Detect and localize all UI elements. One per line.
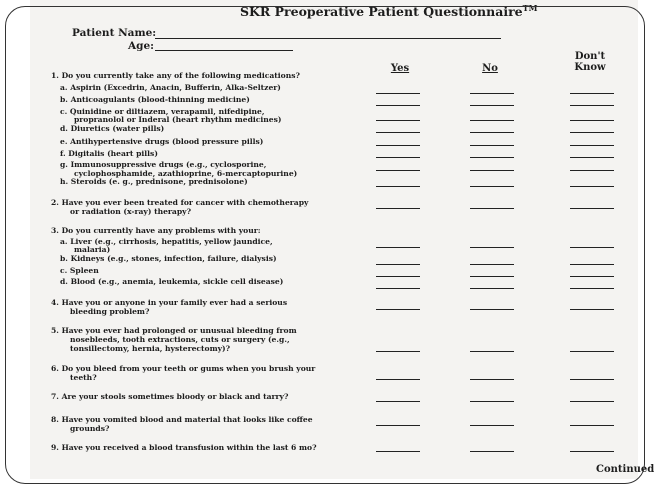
question-1: 1. Do you currently take any of the following medications? <box>51 71 300 80</box>
question-5-cont2: tonsillectomy, hernia, hysterectomy)? <box>70 344 231 353</box>
question-2: 2. Have you ever been treated for cancer with chemotherapy <box>51 198 309 207</box>
question-7: 7. Are your stools sometimes bloody or black and tarry? <box>51 392 289 401</box>
question-3c: c. Spleen <box>60 266 99 275</box>
question-1h: h. Steroids (e. g., prednisone, prednisolone) <box>60 177 248 186</box>
question-6-cont: teeth? <box>70 373 97 382</box>
question-9: 9. Have you received a blood transfusion within the last 6 mo? <box>51 443 317 452</box>
question-1a: a. Aspirin (Excedrin, Anacin, Bufferin, Alka-Seltzer) <box>60 83 281 92</box>
question-3b: b. Kidneys (e.g., stones, infection, failure, dialysis) <box>60 254 277 263</box>
question-1c: c. Quinidine or diltiazem, verapamil, nifedipine, <box>60 107 265 116</box>
question-3a-cont: malaria) <box>74 245 111 254</box>
dont-know-column-header: Don't Know <box>574 51 606 73</box>
question-8-cont: grounds? <box>70 424 110 433</box>
question-4-cont: bleeding problem? <box>70 307 150 316</box>
question-1c-cont: propranolol or Inderal (heart rhythm medicines) <box>74 115 282 124</box>
question-1b: b. Anticoagulants (blood-thinning medicine) <box>60 95 250 104</box>
patient-name-label: Patient Name: <box>72 27 157 39</box>
page-title: SKR Preoperative Patient Questionnaire™ <box>240 3 538 20</box>
question-8: 8. Have you vomited blood and material that looks like coffee <box>51 415 313 424</box>
question-1g-cont: cyclophosphamide, azathioprine, 6-mercaptopurine) <box>74 169 298 178</box>
yes-column-header: Yes <box>390 63 410 74</box>
question-1e: e. Antihypertensive drugs (blood pressure pills) <box>60 137 264 146</box>
question-5: 5. Have you ever had prolonged or unusual bleeding from <box>51 326 297 335</box>
question-1f: f. Digitalis (heart pills) <box>60 149 158 158</box>
continued-label: Continued <box>596 464 654 475</box>
no-column-header: No <box>482 63 498 74</box>
age-label: Age: <box>128 40 155 52</box>
question-2-cont: or radiation (x-ray) therapy? <box>70 207 192 216</box>
question-6: 6. Do you bleed from your teeth or gums when you brush your <box>51 364 316 373</box>
question-5-cont1: nosebleeds, tooth extractions, cuts or surgery (e.g., <box>70 335 290 344</box>
question-3d: d. Blood (e.g., anemia, leukemia, sickle cell disease) <box>60 277 284 286</box>
slide-frame <box>5 6 645 484</box>
question-1d: d. Diuretics (water pills) <box>60 124 165 133</box>
question-1g: g. Immunosuppressive drugs (e.g., cyclosporine, <box>60 160 267 169</box>
question-4: 4. Have you or anyone in your family ever had a serious <box>51 298 288 307</box>
question-3: 3. Do you currently have any problems with your: <box>51 226 261 235</box>
question-3a: a. Liver (e.g., cirrhosis, hepatitis, yellow jaundice, <box>60 237 273 246</box>
